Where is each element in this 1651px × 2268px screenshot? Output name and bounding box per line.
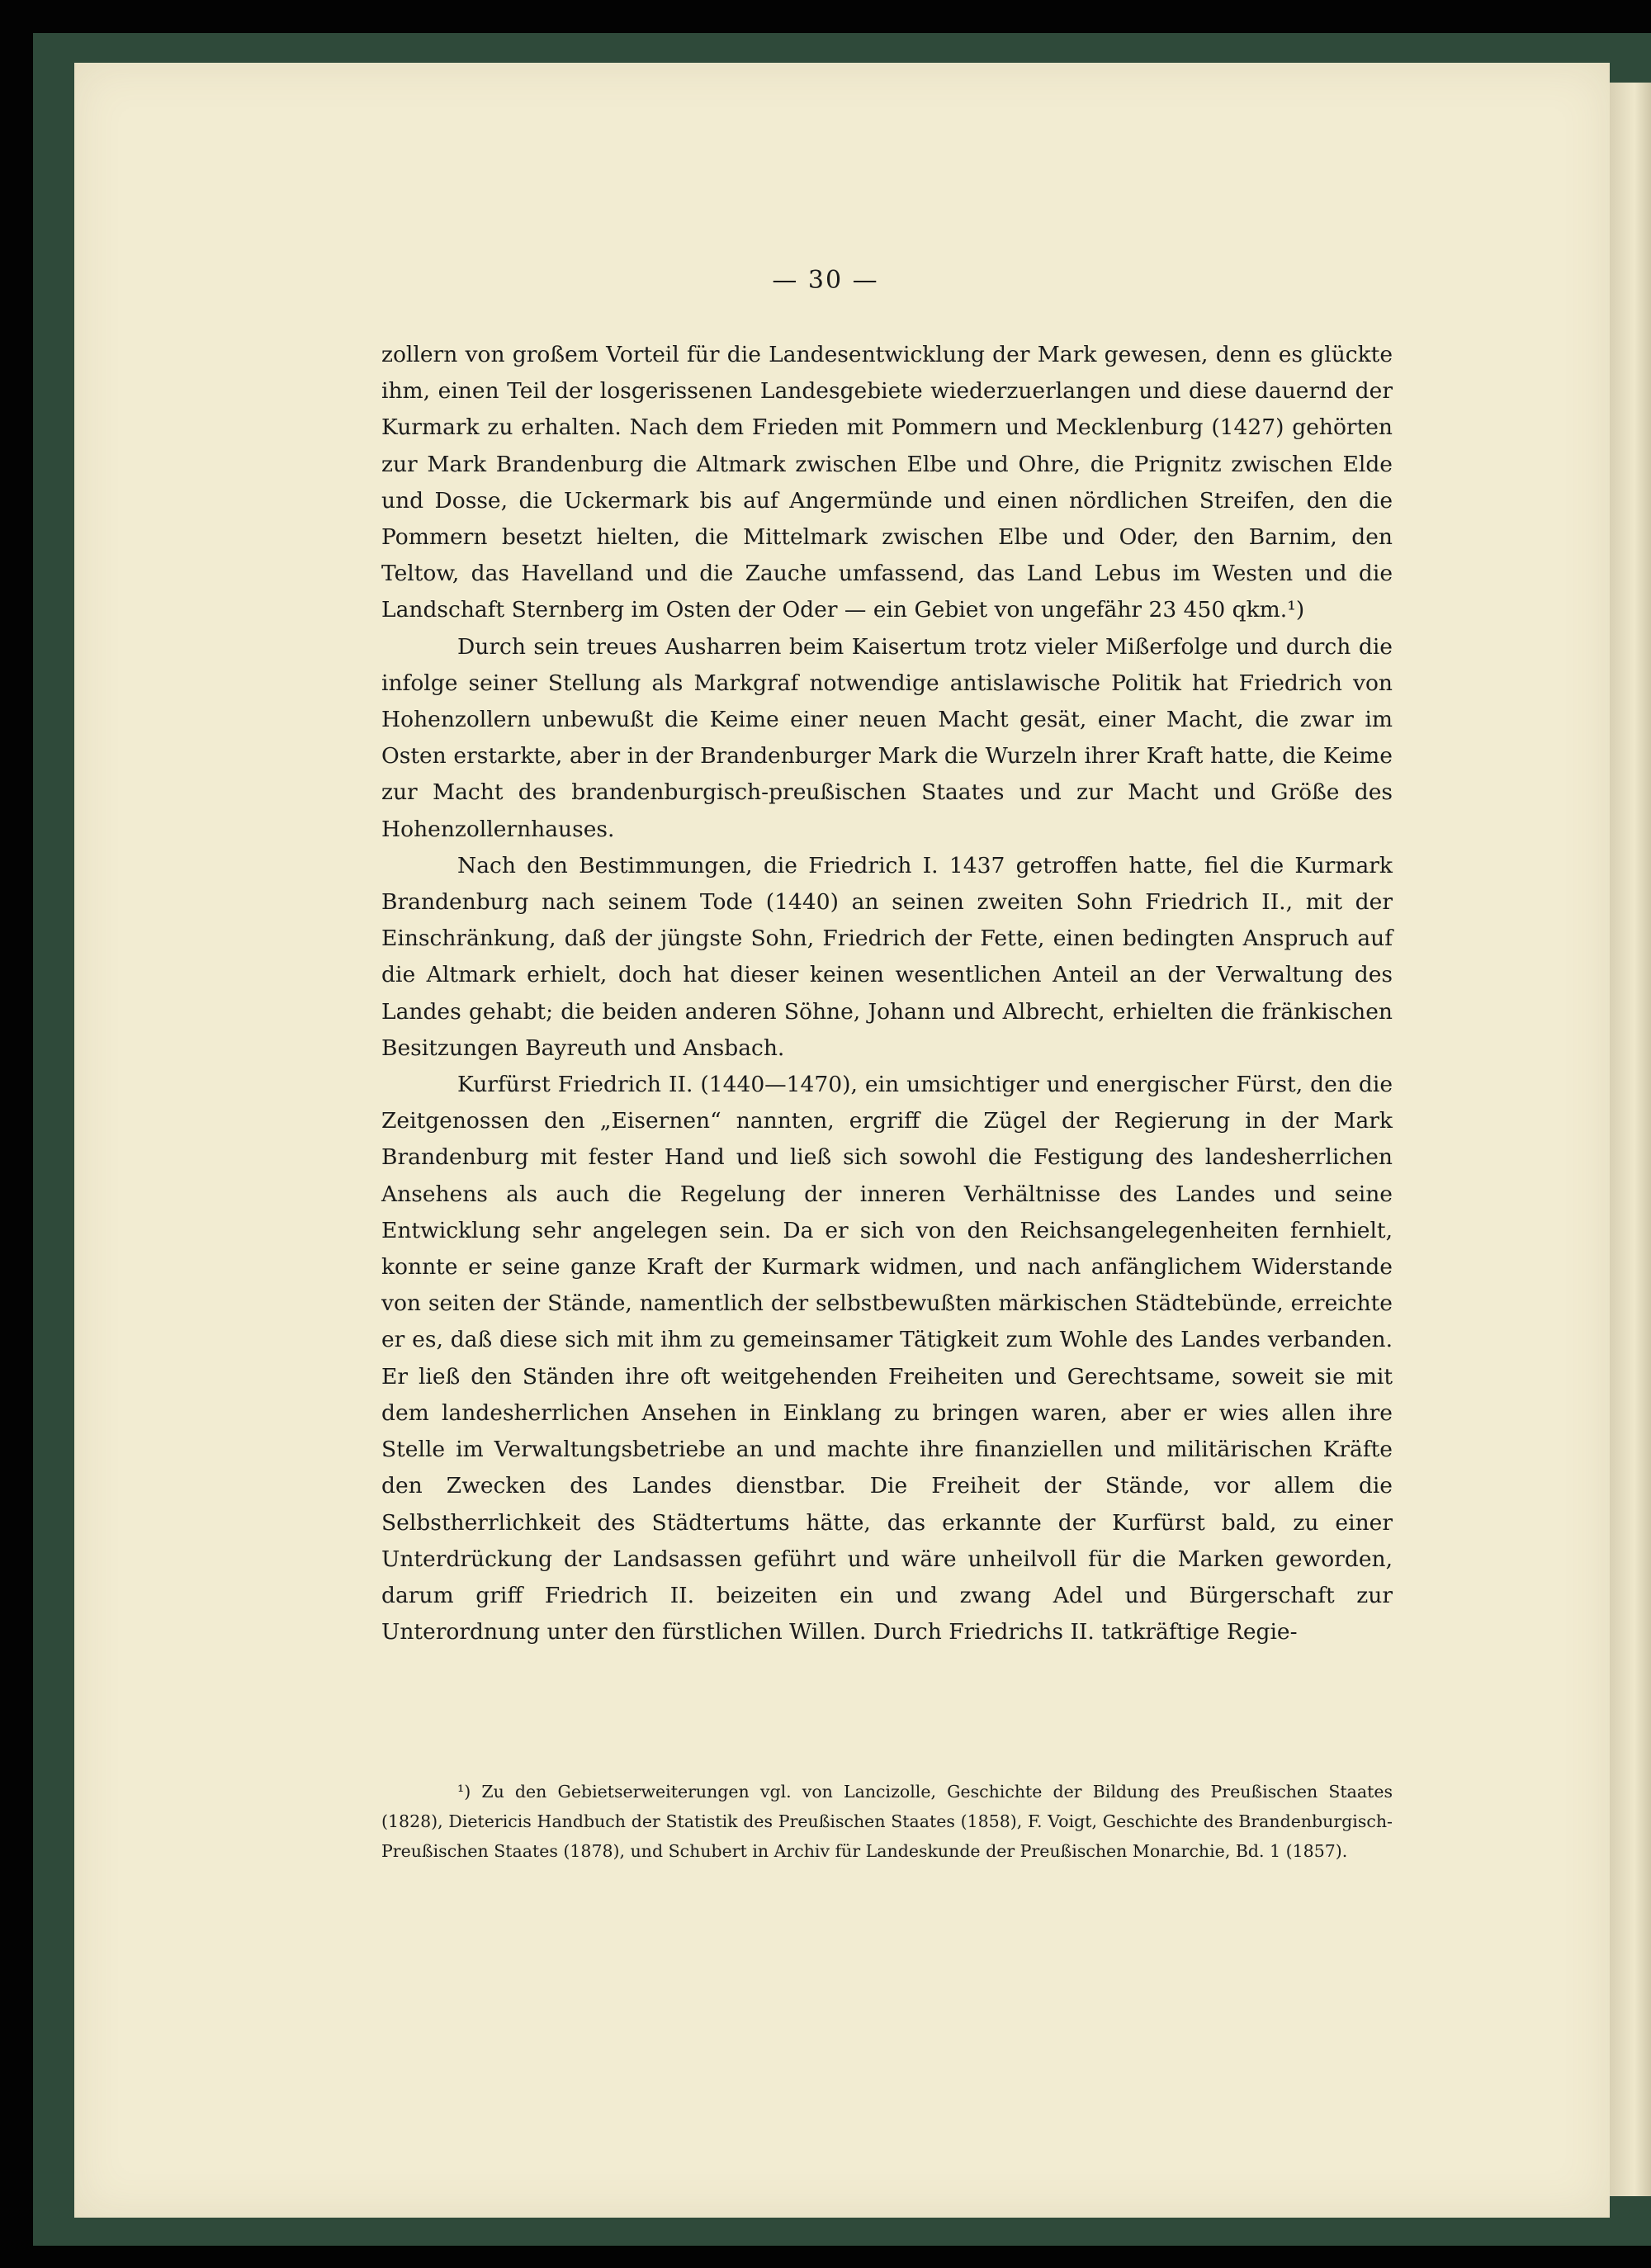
footnote: ¹) Zu den Gebietserweiterungen vgl. von Lancizolle, Geschichte der Bildung des Preußischen Staates (1828), Dietericis Handbuch der Statistik des Preußischen Staates (1858), F. Voigt, Geschichte des Brandenburgisch-Preußischen Staates (1878), und Schubert in Archiv für Landeskunde der Preußischen Monarchie, Bd. 1 (1857).	[381, 1782, 1393, 1861]
paragraph: Durch sein treues Ausharren beim Kaisertum trotz vieler Mißerfolge und durch die infolge seiner Stellung als Markgraf notwendige antislawische Politik hat Friedrich von Hohenzollern unbewußt die Keime einer neuen Macht gesät, einer Macht, die zwar im Osten erstarkte, aber in der Brandenburger Mark die Wurzeln ihrer Kraft hatte, die Keime zur Macht des brandenburgisch-preußischen Staates und zur Macht und Größe des Hohenzollernhauses.	[381, 633, 1393, 842]
next-page-edge	[1610, 83, 1651, 2196]
footnotes	[381, 1777, 1393, 1866]
page-number: — 30 —	[772, 266, 879, 295]
paragraph: zollern von großem Vorteil für die Landesentwicklung der Mark gewesen, denn es glückte ihm, einen Teil der losgerissenen Landesgebiete wiederzuerlangen und diese dauernd der Kurmark zu erhalten. Nach dem Frieden mit Pommern und Mecklenburg (1427) gehörten zur Mark Brandenburg die Altmark zwischen Elbe und Ohre, die Prignitz zwischen Elde und Dosse, die Uckermark bis auf Angermünde und einen nördlichen Streifen, den die Pommern besetzt hielten, die Mittelmark zwischen Elbe und Oder, den Barnim, den Teltow, das Havelland und die Zauche umfassend, das Land Lebus im Westen und die Landschaft Sternberg im Osten der Oder — ein Gebiet von ungefähr 23 450 qkm.¹)	[381, 342, 1393, 623]
paragraph: Nach den Bestimmungen, die Friedrich I. 1437 getroffen hatte, fiel die Kurmark Brandenburg nach seinem Tode (1440) an seinen zweiten Sohn Friedrich II., mit der Einschränkung, daß der jüngste Sohn, Friedrich der Fette, einen bedingten Anspruch auf die Altmark erhielt, doch hat dieser keinen wesentlichen Anteil an der Verwaltung des Landes gehabt; die beiden anderen Söhne, Johann und Albrecht, erhielten die fränkischen Besitzungen Bayreuth und Ansbach.	[381, 852, 1393, 1061]
paragraph: Kurfürst Friedrich II. (1440—1470), ein umsichtiger und energischer Fürst, den die Zeitgenossen den „Eisernen“ nannten, ergriff die Zügel der Regierung in der Mark Brandenburg mit fester Hand und ließ sich sowohl die Festigung des landesherrlichen Ansehens als auch die Regelung der inneren Verhältnisse des Landes und seine Entwicklung sehr angelegen sein. Da er sich von den Reichsangelegenheiten fernhielt, konnte er seine ganze Kraft der Kurmark widmen, und nach anfänglichem Widerstande von seiten der Stände, namentlich der selbstbewußten märkischen Städtebünde, erreichte er es, daß diese sich mit ihm zu gemeinsamer Tätigkeit zum Wohle des Landes verbanden. Er ließ den Ständen ihre oft weitgehenden Freiheiten und Gerechtsame, soweit sie mit dem landesherrlichen Ansehen in Einklang zu bringen waren, aber er wies allen ihre Stelle im Verwaltungsbetriebe an und machte ihre finanziellen und militärischen Kräfte den Zwecken des Landes dienstbar. Die Freiheit der Stände, vor allem die Selbstherrlichkeit des Städtertums hätte, das erkannte der Kurfürst bald, zu einer Unterdrückung der Landsassen geführt und wäre unheilvoll für die Marken geworden, darum griff Friedrich II. beizeiten ein und zwang Adel und Bürgerschaft zur Unterordnung unter den fürstlichen Willen. Durch Friedrichs II. tatkräftige Regie-	[381, 1072, 1393, 1645]
body-text	[381, 337, 1393, 1650]
